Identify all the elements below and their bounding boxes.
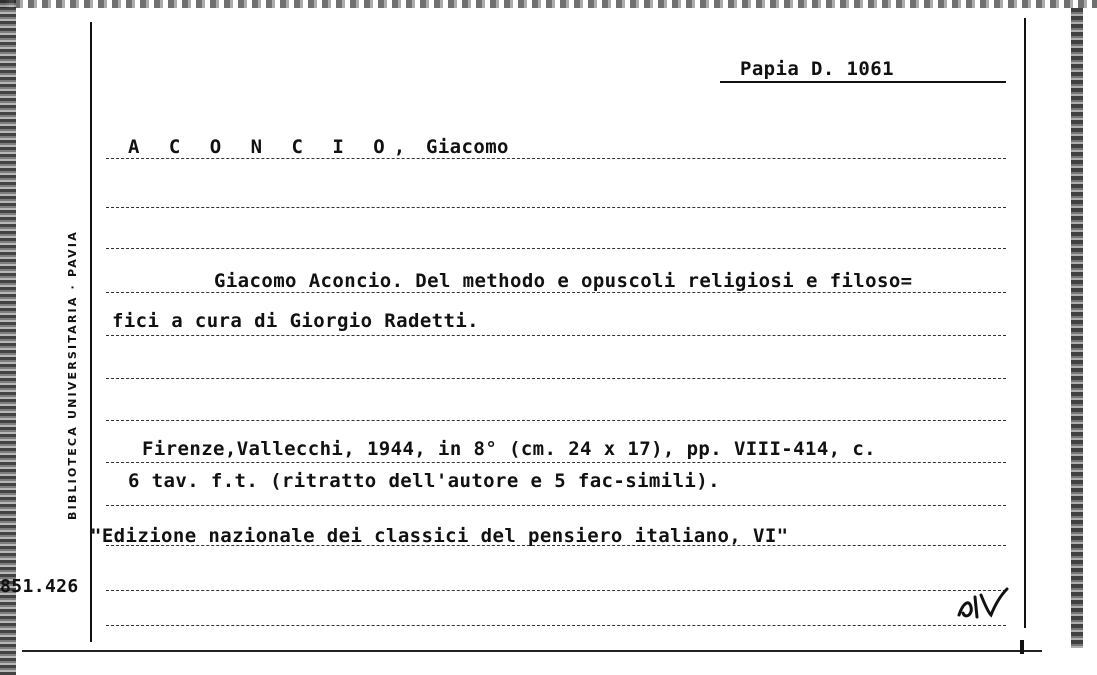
ruled-line: [106, 378, 1006, 379]
ruled-line: [106, 505, 1006, 506]
author-heading: [128, 136, 509, 158]
right-margin-rule: [1024, 18, 1026, 628]
author-forename: Giacomo: [426, 136, 509, 158]
card-right-edge: [1071, 8, 1083, 648]
ruled-line: [106, 248, 1006, 249]
handwritten-signature: [955, 585, 1015, 625]
ruled-line: [106, 292, 1006, 293]
author-surname: A C O N C I O,: [128, 136, 415, 158]
card-top-edge: [0, 0, 1097, 8]
bottom-rule: [22, 650, 1042, 652]
ruled-line: [106, 590, 1006, 591]
ruled-line: [106, 420, 1006, 421]
ruled-line: [106, 462, 1006, 463]
ruled-line: [106, 625, 1006, 626]
ruled-line: [106, 207, 1006, 208]
library-stamp: BIBLIOTECA UNIVERSITARIA · PAVIA: [66, 230, 79, 520]
left-margin-rule: [90, 22, 92, 642]
imprint-line-2: 6 tav. f.t. (ritratto dell'autore e 5 fac-simili).: [128, 470, 720, 492]
title-line-1: Giacomo Aconcio. Del methodo e opuscoli religiosi e filoso=: [214, 270, 913, 292]
call-number: 851.426: [0, 576, 79, 597]
ruled-line: [106, 335, 1006, 336]
series-note: "Edizione nazionale dei classici del pensiero italiano, VI": [90, 525, 789, 547]
corner-mark: [1020, 640, 1024, 654]
title-line-2: fici a cura di Giorgio Radetti.: [112, 310, 480, 332]
card-left-edge: [0, 0, 16, 675]
imprint-line-1: Firenze,Vallecchi, 1944, in 8° (cm. 24 x 17), pp. VIII-414, c.: [142, 438, 877, 460]
shelf-mark-underline: [720, 81, 1006, 83]
shelf-mark: Papia D. 1061: [740, 58, 894, 80]
ruled-line: [106, 158, 1006, 159]
